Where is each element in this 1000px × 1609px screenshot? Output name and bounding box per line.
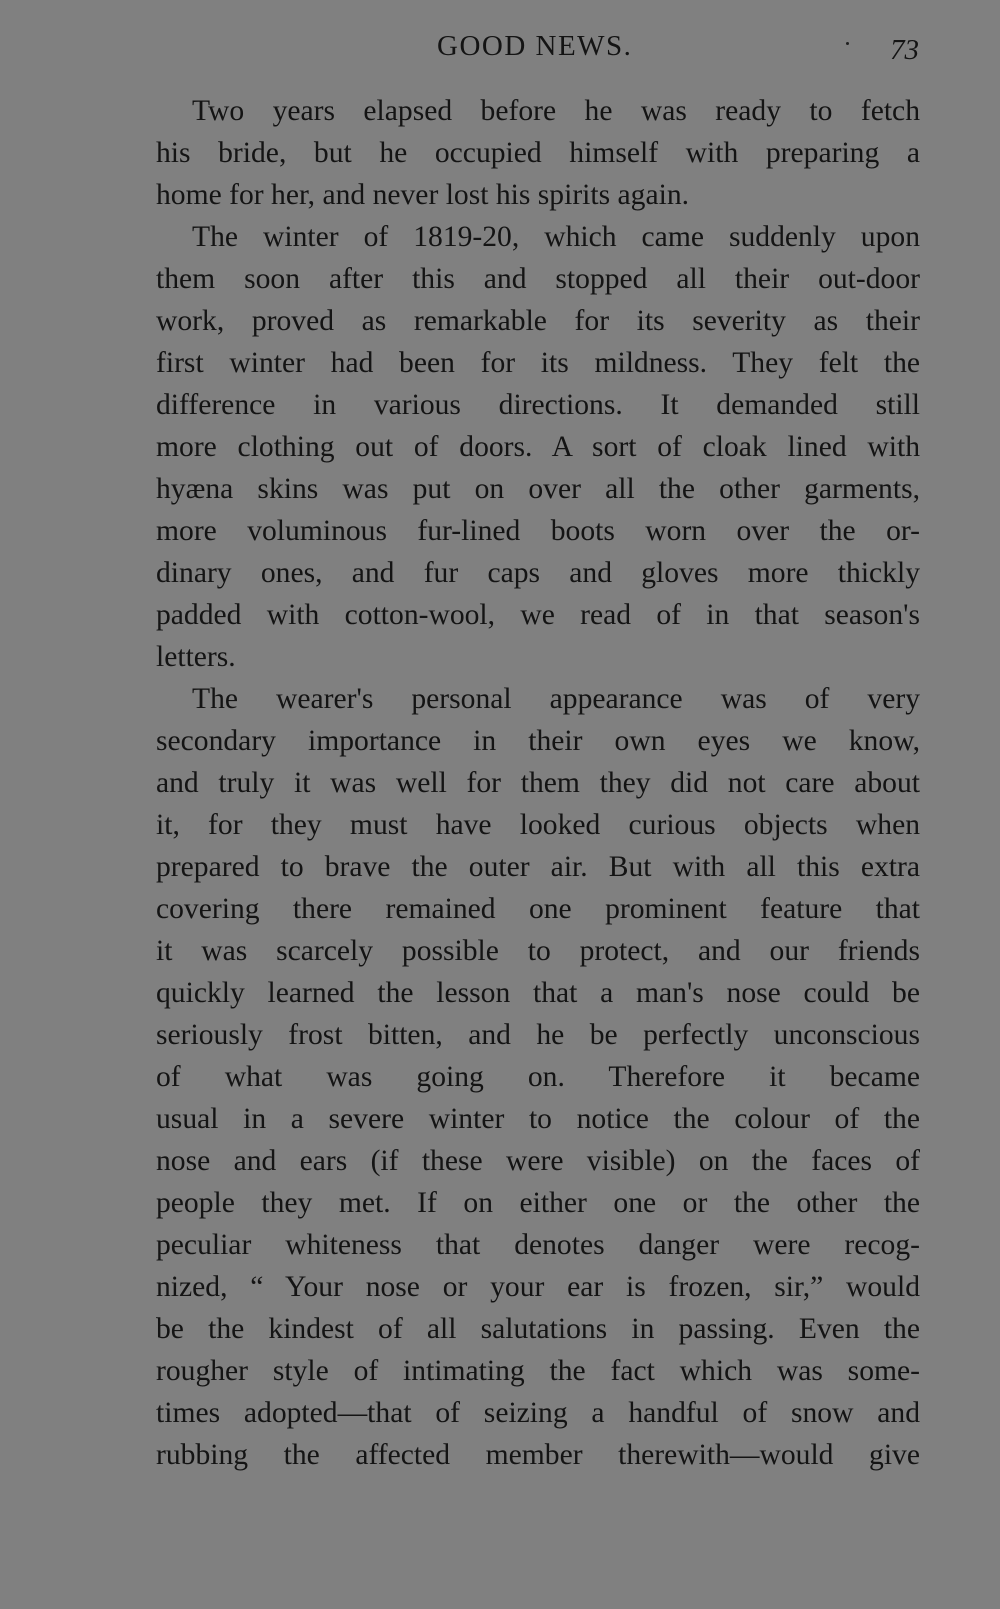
text-line: Two years elapsed before he was ready to fetch: [192, 95, 920, 127]
text-line: home for her, and never lost his spirits again.: [156, 179, 690, 211]
text-line: covering there remained one prominent feature that: [156, 893, 920, 925]
page-header: [0, 28, 1000, 68]
text-line: usual in a severe winter to notice the colour of the: [156, 1103, 920, 1135]
paragraph: [156, 216, 920, 678]
text-line: it was scarcely possible to protect, and our friends: [156, 935, 920, 967]
text-line: more voluminous fur-lined boots worn over the or-: [156, 515, 920, 547]
text-line: nose and ears (if these were visible) on the faces of: [156, 1145, 920, 1177]
text-line: nized, “ Your nose or your ear is frozen, sir,” would: [156, 1271, 920, 1303]
text-line: peculiar whiteness that denotes danger were recog-: [156, 1229, 920, 1261]
body-text: [156, 90, 920, 1476]
paragraph: [156, 90, 920, 216]
text-line: secondary importance in their own eyes we know,: [156, 725, 920, 757]
text-line: work, proved as remarkable for its severity as their: [156, 305, 920, 337]
text-line: and truly it was well for them they did not care about: [156, 767, 920, 799]
header-dot: [846, 42, 849, 45]
text-line: rougher style of intimating the fact which was some-: [156, 1355, 920, 1387]
text-line: padded with cotton-wool, we read of in that season's: [156, 599, 920, 631]
text-line: difference in various directions. It demanded still: [156, 389, 920, 421]
text-line: people they met. If on either one or the other the: [156, 1187, 920, 1219]
text-line: of what was going on. Therefore it became: [156, 1061, 920, 1093]
page-number: 73: [890, 34, 919, 66]
running-head: GOOD NEWS.: [437, 30, 633, 62]
text-line: quickly learned the lesson that a man's nose could be: [156, 977, 920, 1009]
text-line: seriously frost bitten, and he be perfectly unconscious: [156, 1019, 920, 1051]
paragraph: [156, 678, 920, 1476]
text-line: letters.: [156, 641, 236, 673]
text-line: rubbing the affected member therewith—would give: [156, 1439, 920, 1471]
text-line: them soon after this and stopped all their out-door: [156, 263, 920, 295]
text-line: The winter of 1819-20, which came suddenly upon: [192, 221, 920, 253]
text-line: prepared to brave the outer air. But with all this extra: [156, 851, 920, 883]
text-line: his bride, but he occupied himself with preparing a: [156, 137, 920, 169]
text-line: it, for they must have looked curious objects when: [156, 809, 920, 841]
text-line: first winter had been for its mildness. They felt the: [156, 347, 920, 379]
text-line: be the kindest of all salutations in passing. Even the: [156, 1313, 920, 1345]
text-line: dinary ones, and fur caps and gloves more thickly: [156, 557, 920, 589]
text-line: more clothing out of doors. A sort of cloak lined with: [156, 431, 920, 463]
text-line: hyæna skins was put on over all the other garments,: [156, 473, 920, 505]
text-line: The wearer's personal appearance was of very: [192, 683, 920, 715]
text-line: times adopted—that of seizing a handful of snow and: [156, 1397, 920, 1429]
